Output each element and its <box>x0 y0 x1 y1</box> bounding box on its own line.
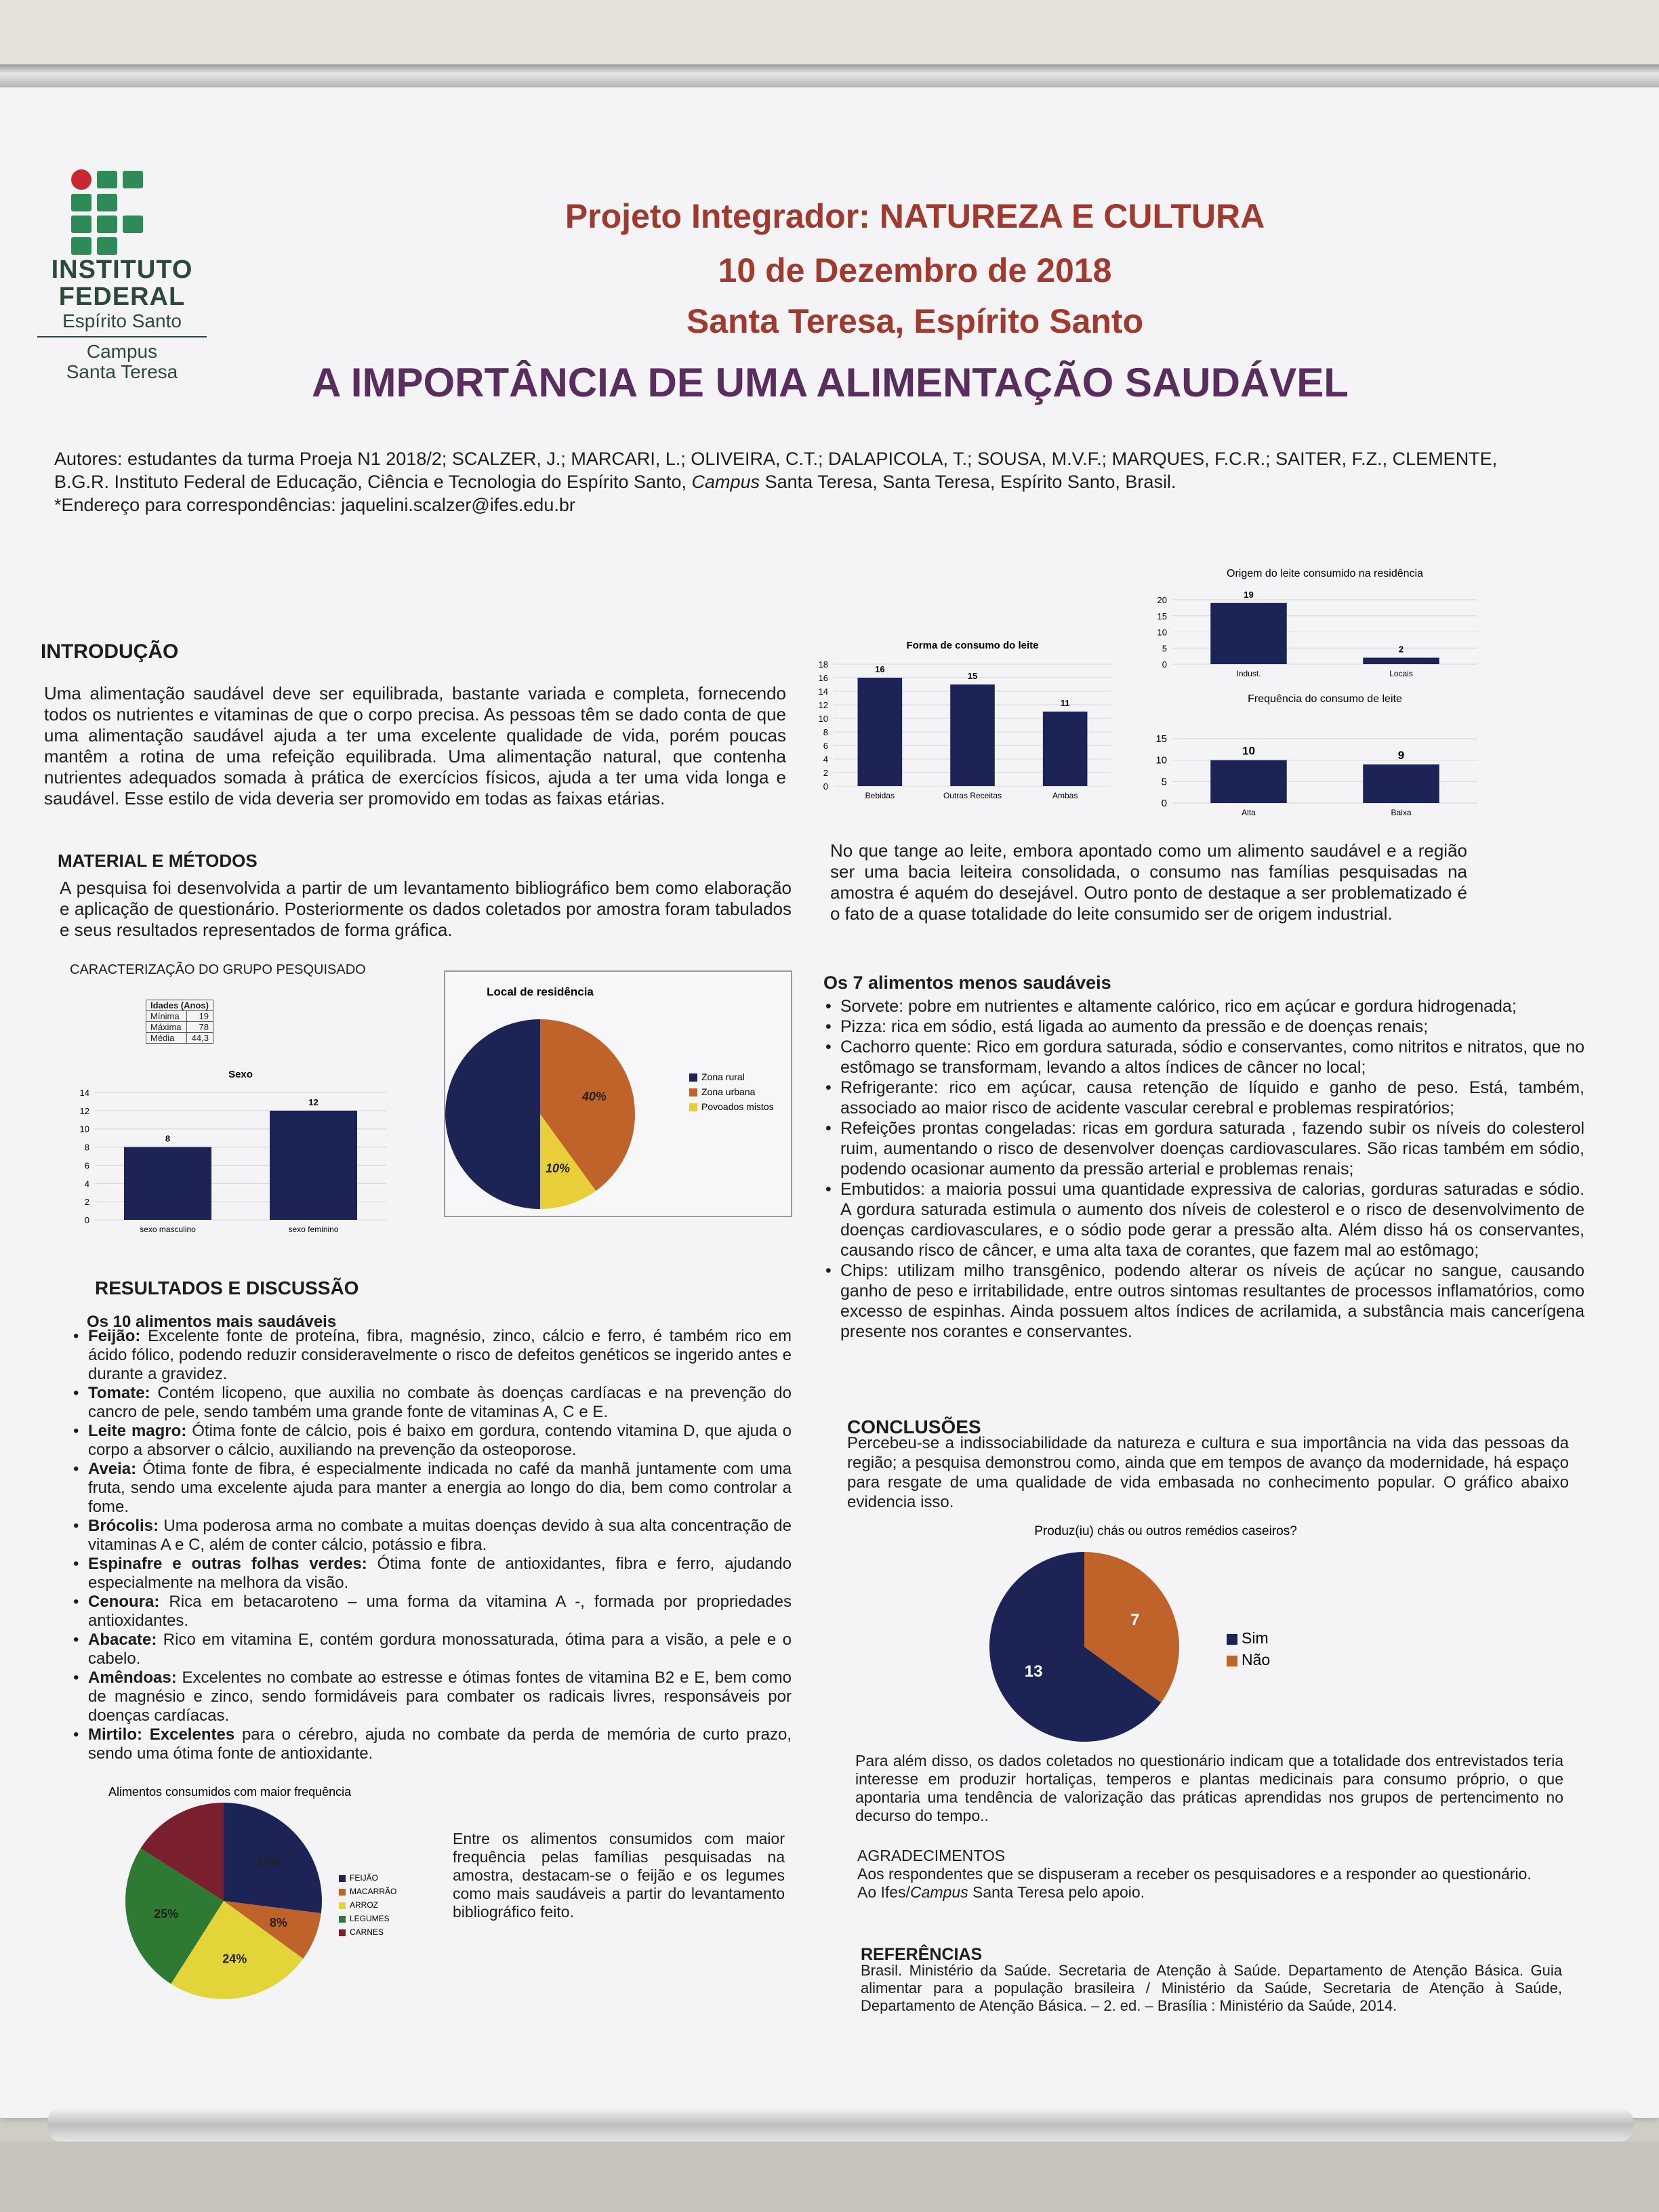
logo-line1: INSTITUTO <box>51 255 193 284</box>
data-label: 12 <box>308 1097 319 1107</box>
healthy-item <box>73 1555 792 1593</box>
unhealthy-item: • Pizza: rica em sódio, está ligada ao aumento da pressão e de doenças renais; <box>825 1017 1584 1037</box>
ages-cell: 78 <box>186 1022 213 1033</box>
healthy-item-text: Ótima fonte de fibra, é especialmente indicada no café da manhã juntamente com uma fruta, sendo uma excelente ajuda para manter a energia ao longo do dia, bem como controlar a fome. <box>88 1460 792 1516</box>
tick-label: 6 <box>84 1160 89 1171</box>
category-label: Baixa <box>1391 808 1412 817</box>
forma-chart <box>810 634 1118 810</box>
tick-label: 0 <box>1162 659 1167 670</box>
chart-svg <box>68 1064 393 1247</box>
methods-text: A pesquisa foi desenvolvida a partir de um levantamento bibliográfico bem como elaboração e aplicação de questionário. Posteriormente os dados coletados por amostra foram tabulados e seus resultados representados de forma gráfica. <box>60 878 792 940</box>
ages-cell: Média <box>146 1033 187 1044</box>
healthy-item <box>73 1631 792 1668</box>
category-label: sexo masculino <box>140 1225 196 1234</box>
tick-label: 14 <box>79 1088 89 1098</box>
bar <box>1210 603 1287 664</box>
chart-title: Origem do leite consumido na residência <box>1227 568 1423 579</box>
slice-label: 40% <box>581 1090 607 1104</box>
data-label: 8 <box>165 1133 171 1144</box>
category-label: Outras Receitas <box>943 791 1002 800</box>
intro-heading: INTRODUÇÃO <box>41 640 179 663</box>
category-label: Indust. <box>1236 669 1261 678</box>
healthy-item <box>73 1725 792 1763</box>
legend-label: Zona rural <box>701 1071 745 1082</box>
category-label: sexo feminino <box>288 1225 339 1234</box>
slice-label: 24% <box>222 1952 247 1966</box>
legend-label: MACARRÃO <box>350 1887 397 1896</box>
wall <box>0 0 1659 68</box>
bar <box>270 1111 357 1220</box>
healthy-item-text: Rico em vitamina E, contém gordura monossaturada, ótima para a visão, a pele e o cabelo. <box>88 1631 792 1668</box>
healthy-item-text: Excelente fonte de proteína, fibra, magnésio, zinco, cálcio e ferro, é também rico em ácido fólico, podendo reduzir consideravelmente o risco de defeitos genéticos se ingerido antes e durante a gravidez. <box>88 1327 792 1383</box>
category-label: Locais <box>1389 669 1413 678</box>
logo-line5: Santa Teresa <box>66 361 178 382</box>
unhealthy-item: • Chips: utilizam milho transgênico, podendo alterar os níveis de açúcar no sangue, causando ganho de peso e irritabilidade, entre outros sintomas resultantes de processos inflamatórios, como excesso de espinhas. Ainda possuem altos índices de acrilamida, a substância mais cancerígena presente nos corantes e conservantes. <box>825 1261 1584 1342</box>
healthy-item-name: Abacate: <box>88 1631 157 1649</box>
tick-label: 4 <box>823 754 828 764</box>
logo-text <box>37 256 207 382</box>
tick-label: 0 <box>1161 798 1167 809</box>
healthy-item-name: Amêndoas: <box>88 1668 177 1687</box>
bar <box>1363 658 1439 665</box>
healthy-item <box>73 1517 792 1555</box>
category-label: Ambas <box>1052 791 1078 800</box>
data-label: 11 <box>1060 698 1070 708</box>
tick-label: 0 <box>823 781 828 792</box>
healthy-list <box>73 1327 792 1763</box>
chart-svg <box>962 1521 1369 1745</box>
chart-svg <box>810 634 1118 810</box>
healthy-item-name: Leite magro: <box>88 1422 187 1440</box>
authors-line3: *Endereço para correspondências: jaquelini.scalzer@ifes.edu.br <box>54 495 575 515</box>
legend-label: Povoados mistos <box>701 1101 774 1112</box>
healthy-item <box>73 1460 792 1517</box>
tick-label: 15 <box>1157 611 1167 621</box>
healthy-item-text: para o cérebro, ajuda no combate da perda de memória de curto prazo, sendo uma ótima fonte de antioxidante. <box>88 1725 792 1763</box>
residencia-chart <box>445 972 788 1213</box>
legend-label: Sim <box>1242 1629 1269 1647</box>
healthy-item-text: Rica em betacaroteno – uma forma da vitamina A -, formada por propriedades antioxidantes. <box>88 1593 792 1630</box>
alimentos-chart <box>108 1779 434 2003</box>
chart-title: Frequência do consumo de leite <box>1248 693 1402 705</box>
milk-text: No que tange ao leite, embora apontado como um alimento saudável e a região ser uma bacia leiteira consolidada, o consumo nas famílias pesquisadas na amostra é aquém do desejável. Outro ponto de destaque a ser problematizado é o fato de a quase totalidade do leite consumido ser de origem industrial. <box>830 840 1467 924</box>
tick-label: 2 <box>823 768 828 778</box>
pie-slice <box>445 1019 540 1209</box>
authors-line2: B.G.R. Instituto Federal de Educação, Ciência e Tecnologia do Espírito Santo, Campus Santa Teresa, Santa Teresa, Espírito Santo, Brasil. <box>54 472 1176 492</box>
data-label: 9 <box>1397 749 1405 762</box>
slice-label: 27% <box>255 1855 281 1869</box>
header-line1: Projeto Integrador: NATUREZA E CULTURA <box>565 197 1265 235</box>
worst-heading: Os 7 alimentos menos saudáveis <box>823 972 1111 993</box>
chart-title: Alimentos consumidos com maior frequência <box>108 1785 352 1799</box>
foods-text: Entre os alimentos consumidos com maior frequência pelas famílias pesquisadas na amostra, destacam-se o feijão e os legumes como mais saudáveis a partir do levantamento bibliográfico feito. <box>453 1830 785 1921</box>
legend-swatch <box>689 1103 697 1111</box>
legend-label: ARROZ <box>350 1900 378 1910</box>
tick-label: 8 <box>84 1142 89 1153</box>
bar <box>124 1147 211 1220</box>
tick-label: 12 <box>79 1105 89 1116</box>
legend-label: CARNES <box>350 1927 384 1937</box>
category-label: Alta <box>1242 808 1256 817</box>
data-label: 2 <box>1398 644 1404 655</box>
chart-svg <box>108 1779 434 2003</box>
chart-title: Local de residência <box>487 985 594 998</box>
methods-heading: MATERIAL E MÉTODOS <box>58 851 258 871</box>
logo-line3: Espírito Santo <box>37 310 207 337</box>
healthy-item-name: Tomate: <box>88 1384 150 1402</box>
intro-text: Uma alimentação saudável deve ser equilibrada, bastante variada e completa, fornecendo todos os nutrientes e vitaminas de que o corpo precisa. As pessoas têm se dado conta de que uma alimentação saudável ajuda a ter uma excelente qualidade de vida, porém poucas mantêm a rotina de uma refeição equilibrada. Uma alimentação natural, que contenha nutrientes adequados somada à prática de exercícios físicos, ajuda a ter uma vida longa e saudável. Esse estilo de vida deveria ser promovido em todas as faixas etárias. <box>44 683 786 808</box>
refs-text: Brasil. Ministério da Saúde. Secretaria de Atenção à Saúde. Departamento de Atenção Básica. Guia alimentar para a população brasileira / Ministério da Saúde, Secretaria de Atenção à Saúde, Departamento de Atenção Básica. – 2. ed. – Brasília : Ministério da Saúde, 2014. <box>861 1962 1562 2014</box>
tick-label: 10 <box>818 714 828 724</box>
legend-swatch <box>689 1073 697 1082</box>
bar <box>1363 764 1439 803</box>
conclusions-text: Percebeu-se a indissociabilidade da natureza e cultura e sua importância na vida das pessoas da região; a pesquisa demonstrou como, ainda que em tempos de avanço da modernidade, há espaço para resgate de uma qualidade de vida embasada no conhecimento popular. O gráfico abaixo evidencia isso. <box>847 1434 1569 1511</box>
healthy-item-name: Cenoura: <box>88 1593 160 1611</box>
tick-label: 14 <box>818 687 828 697</box>
authors <box>54 447 1572 516</box>
data-label: 10 <box>1242 744 1255 758</box>
category-label: Bebidas <box>865 791 895 800</box>
thanks-line1: Aos respondentes que se dispuseram a receber os pesquisadores e a responder ao questionário. <box>857 1865 1532 1883</box>
legend-swatch <box>339 1929 346 1936</box>
bar <box>950 684 995 786</box>
slice-label: 7 <box>1130 1610 1140 1629</box>
unhealthy-item: • Refeições prontas congeladas: ricas em gordura saturada , fazendo subir os níveis do colesterol ruim, aumentando o risco de desenvolver doenças cardiovasculares. São ricas também em sódio, podendo ocasionar aumento da pressão arterial e problemas renais; <box>825 1118 1584 1179</box>
unhealthy-item: • Refrigerante: rico em açúcar, causa retenção de líquido e ganho de peso. Está, também, associado ao maior risco de acidente vascular cerebral e problemas respiratórios; <box>825 1078 1584 1118</box>
healthy-item-text: Contém licopeno, que auxilia no combate às doenças cardíacas e na prevenção do cancro de pele, sendo também uma grande fonte de vitaminas A, C e E. <box>88 1384 792 1421</box>
refs-heading: REFERÊNCIAS <box>861 1945 983 1964</box>
tick-label: 18 <box>818 659 828 670</box>
slice-label: 13 <box>1024 1662 1043 1681</box>
data-label: 16 <box>875 664 885 674</box>
legend-swatch <box>1227 1656 1237 1666</box>
legend-label: Zona urbana <box>701 1086 756 1097</box>
tick-label: 5 <box>1162 643 1167 654</box>
bar <box>1043 712 1088 786</box>
tick-label: 15 <box>1155 733 1167 745</box>
slice-label: 10% <box>545 1161 570 1175</box>
tick-label: 2 <box>84 1197 89 1208</box>
healthy-item-text: Excelentes no combate ao estresse e ótimas fontes de vitamina B2 e E, bem como de magnésio e zinco, sendo formidáveis para combater os radicais livres, responsáveis por doenças cardíacas. <box>88 1668 792 1725</box>
tick-label: 16 <box>818 673 828 683</box>
tick-label: 20 <box>1157 595 1167 605</box>
sexo-chart <box>68 1064 393 1247</box>
healthy-item <box>73 1593 792 1631</box>
chart-title: Forma de consumo do leite <box>906 640 1039 651</box>
tick-label: 10 <box>79 1124 89 1134</box>
conclusions-heading: CONCLUSÕES <box>847 1416 981 1437</box>
ages-table-title: Idades (Anos) <box>146 1000 213 1011</box>
healthy-item-name: Feijão: <box>88 1327 141 1345</box>
group-heading: CARACTERIZAÇÃO DO GRUPO PESQUISADO <box>70 962 366 977</box>
legend-label: LEGUMES <box>350 1914 390 1923</box>
top-rod <box>0 64 1659 87</box>
healthy-item <box>73 1384 792 1422</box>
ages-cell: 44,3 <box>186 1033 213 1044</box>
tick-label: 0 <box>84 1215 89 1225</box>
poster-title: A IMPORTÂNCIA DE UMA ALIMENTAÇÃO SAUDÁVEL <box>312 360 1349 405</box>
healthy-item-name: Espinafre e outras folhas verdes: <box>88 1555 367 1573</box>
ages-cell: 19 <box>186 1011 213 1022</box>
ages-table <box>146 1000 213 1044</box>
legend-label: FEIJÃO <box>350 1873 379 1883</box>
tick-label: 10 <box>1157 627 1167 638</box>
slice-label: 25% <box>154 1906 179 1921</box>
chart-svg <box>445 972 788 1213</box>
unhealthy-item: • Sorvete: pobre em nutrientes e altamente calórico, rico em açúcar e gordura hidrogenada; <box>825 996 1584 1017</box>
legend-swatch <box>339 1889 346 1896</box>
legend-swatch <box>339 1875 346 1882</box>
chart-title: Produz(iu) chás ou outros remédios caseiros? <box>1034 1524 1297 1538</box>
healthy-item-name: Aveia: <box>88 1460 137 1478</box>
healthy-item-text: Ótima fonte de antioxidantes, fibra e ferro, ajudando especialmente na melhora da visão. <box>88 1555 792 1592</box>
header-line3: Santa Teresa, Espírito Santo <box>686 302 1144 340</box>
tick-label: 4 <box>84 1179 89 1189</box>
chart-svg <box>1145 691 1484 827</box>
header-line2: 10 de Dezembro de 2018 <box>718 251 1112 289</box>
data-label: 19 <box>1244 589 1254 600</box>
conclusions-text2: Para além disso, os dados coletados no questionário indicam que a totalidade dos entrevistados teria interesse em produzir hortaliças, temperos e plantas medicinais para consumo próprio, o que apontaria uma tendência de valorização das práticas aprendidas nos grupos de pertencimento no decurso do tempo.. <box>855 1752 1563 1824</box>
floor <box>0 2142 1659 2212</box>
legend-swatch <box>339 1902 346 1909</box>
tick-label: 10 <box>1155 754 1167 766</box>
tick-label: 5 <box>1161 776 1167 788</box>
ages-cell: Máxima <box>146 1022 187 1033</box>
thanks-heading: AGRADECIMENTOS <box>857 1847 1006 1864</box>
legend-swatch <box>339 1916 346 1923</box>
thanks-line2: Ao Ifes/Campus Santa Teresa pelo apoio. <box>857 1883 1145 1901</box>
worst-list <box>825 996 1584 1342</box>
frequencia-chart <box>1145 691 1484 827</box>
unhealthy-item: • Embutidos: a maioria possui uma quantidade expressiva de calorias, gorduras saturadas e sódio. A gordura saturada estimula o aumento dos níveis de colesterol e o risco de desenvolvimento de doenças cardiovasculares, e o sódio pode gerar a pressão alta. Além disso há os conservantes, causando risco de câncer, e uma alta taxa de corantes, que fazem mal ao estômago; <box>825 1179 1584 1261</box>
legend-label: Não <box>1242 1651 1271 1668</box>
healthy-item-text: Uma poderosa arma no combate a muitas doenças devido à sua alta concentração de vitaminas A e C, além de conter cálcio, potássio e fibra. <box>88 1517 792 1554</box>
tick-label: 12 <box>818 700 828 710</box>
data-label: 15 <box>967 671 978 681</box>
bottom-rod <box>47 2108 1633 2142</box>
logo-line2: FEDERAL <box>58 283 186 311</box>
legend-swatch <box>1227 1634 1237 1645</box>
chart-title: Sexo <box>228 1069 253 1080</box>
bar <box>1210 760 1287 803</box>
healthy-item <box>73 1422 792 1460</box>
tick-label: 6 <box>823 741 828 751</box>
healthy-heading: Os 10 alimentos mais saudáveis <box>87 1313 337 1331</box>
tick-label: 8 <box>823 727 828 737</box>
chart-svg <box>1145 566 1484 684</box>
slice-label: 8% <box>269 1916 287 1930</box>
ifes-logo-icon <box>71 169 146 258</box>
thanks-text <box>857 1865 1562 1902</box>
healthy-item <box>73 1668 792 1725</box>
ages-cell: Mínima <box>146 1011 187 1022</box>
healthy-item-name: Brócolis: <box>88 1517 159 1535</box>
healthy-item-text: Ótima fonte de cálcio, pois é baixo em gordura, contendo vitamina D, que ajuda o corpo a absorver o cálcio, auxiliando na prevenção da osteoporose. <box>88 1422 792 1459</box>
origem-chart <box>1145 566 1484 684</box>
authors-line1: Autores: estudantes da turma Proeja N1 2018/2; SCALZER, J.; MARCARI, L.; OLIVEIRA, C.T.; DALAPICOLA, T.; SOUSA, M.V.F.; MARQUES, F.C.R.; SAITER, F.Z., CLEMENTE, <box>54 449 1498 469</box>
logo-line4: Campus <box>86 341 158 362</box>
bar <box>858 678 903 786</box>
results-heading: RESULTADOS E DISCUSSÃO <box>95 1277 359 1298</box>
healthy-item-name: Mirtilo: Excelentes <box>88 1725 235 1744</box>
unhealthy-item: • Cachorro quente: Rico em gordura saturada, sódio e conservantes, como nitritos e nitratos, que no estômago se transformam, levando a altos índices de câncer no local; <box>825 1037 1584 1078</box>
healthy-item <box>73 1327 792 1384</box>
remedios-chart <box>962 1521 1369 1745</box>
legend-swatch <box>689 1088 697 1097</box>
